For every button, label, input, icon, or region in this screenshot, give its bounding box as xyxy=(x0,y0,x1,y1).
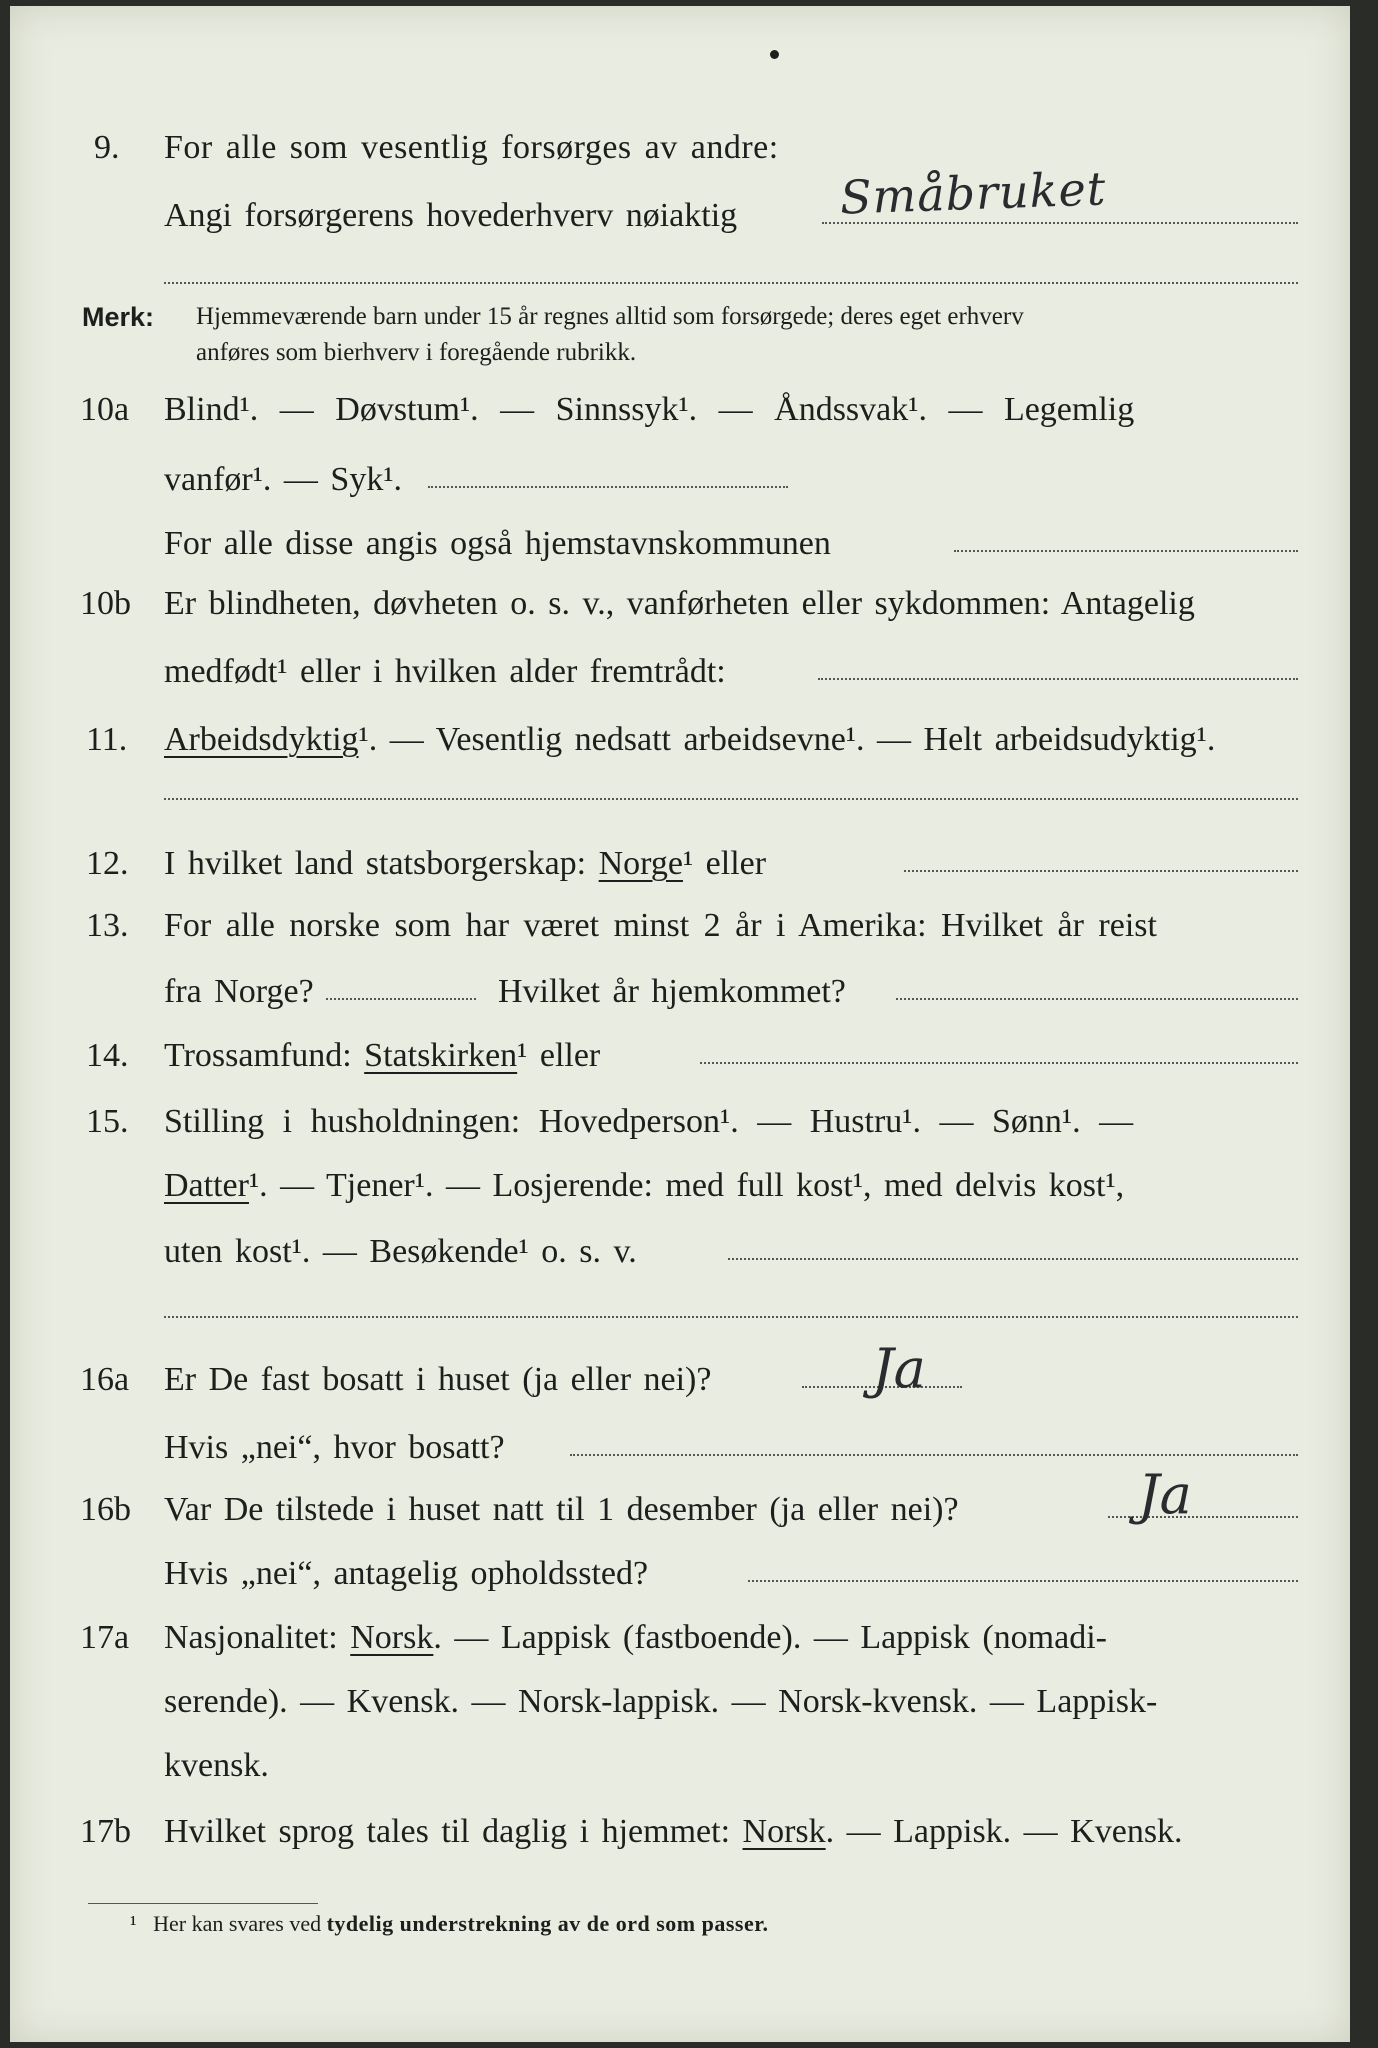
merk-line1: Hjemmeværende barn under 15 år regnes alltid som forsørgede; deres eget erhverv xyxy=(196,303,1024,330)
q17b-selected-option[interactable]: Norsk xyxy=(742,1813,826,1850)
q14-line: Trossamfund: Statskirken¹ eller xyxy=(164,1037,601,1074)
q17a-number: 17a xyxy=(80,1619,130,1656)
q13-line2b: Hvilket år hjemkommet? xyxy=(498,973,846,1010)
q9-number: 9. xyxy=(94,129,120,166)
q15-line1: Stilling i husholdningen: Hovedperson¹. — Hustru¹. — Sønn¹. — xyxy=(164,1103,1134,1140)
q10b-line2: medfødt¹ eller i hvilken alder fremtrådt: xyxy=(164,653,726,690)
q16b-line2: Hvis „nei“, antagelig opholdssted? xyxy=(164,1555,649,1592)
q13-line2a: fra Norge? xyxy=(164,973,314,1010)
q11-extra-line xyxy=(164,798,1298,800)
q12-number: 12. xyxy=(86,845,129,882)
q12-selected-option[interactable]: Norge xyxy=(598,845,683,882)
q17a-line3: kvensk. xyxy=(164,1747,269,1784)
q10a-line3: For alle disse angis også hjemstavnskommunen xyxy=(164,525,831,562)
ink-dot xyxy=(770,50,779,59)
q9-line2: Angi forsørgerens hovederhverv nøiaktig xyxy=(164,197,738,234)
q10a-line2: vanfør¹. — Syk¹. xyxy=(164,461,403,498)
q15-line2: Datter¹. — Tjener¹. — Losjerende: med full kost¹, med delvis kost¹, xyxy=(164,1167,1125,1204)
q9-handwritten-answer: Småbruket xyxy=(839,161,1108,225)
q14-number: 14. xyxy=(86,1037,129,1074)
q16b-line1: Var De tilstede i huset natt til 1 desember (ja eller nei)? xyxy=(164,1491,959,1528)
q17a-line2: serende). — Kvensk. — Norsk-lappisk. — Norsk-kvensk. — Lappisk- xyxy=(164,1683,1158,1720)
q16a-handwritten-answer: Ja xyxy=(872,1337,926,1400)
q16a-number: 16a xyxy=(80,1361,130,1398)
q16a-line1: Er De fast bosatt i huset (ja eller nei)? xyxy=(164,1361,712,1398)
q11-selected-option[interactable]: Arbeidsdyktig xyxy=(164,721,359,758)
q15-line3: uten kost¹. — Besøkende¹ o. s. v. xyxy=(164,1233,637,1270)
q17a-line1: Nasjonalitet: Norsk. — Lappisk (fastboende). — Lappisk (nomadi- xyxy=(164,1619,1107,1656)
q11-number: 11. xyxy=(86,721,128,758)
q16b-answer-line[interactable] xyxy=(1108,1516,1298,1518)
q10b-line1: Er blindheten, døvheten o. s. v., vanførheten eller sykdommen: Antagelig xyxy=(164,585,1195,622)
q11-line: Arbeidsdyktig¹. — Vesentlig nedsatt arbeidsevne¹. — Helt arbeidsudyktig¹. xyxy=(164,721,1216,758)
q10b-number: 10b xyxy=(80,585,131,622)
q9-line1: For alle som vesentlig forsørges av andre: xyxy=(164,129,779,166)
q15-answer-line[interactable] xyxy=(728,1258,1298,1260)
q10b-answer-line[interactable] xyxy=(818,678,1298,680)
q16a-line2: Hvis „nei“, hvor bosatt? xyxy=(164,1429,505,1466)
q17b-number: 17b xyxy=(80,1813,131,1850)
q12-line: I hvilket land statsborgerskap: Norge¹ eller xyxy=(164,845,767,882)
merk-label: Merk: xyxy=(82,302,155,332)
census-form-page xyxy=(10,6,1350,2042)
q16b-number: 16b xyxy=(80,1491,131,1528)
q16a-where-line[interactable] xyxy=(570,1454,1298,1456)
q13-line1: For alle norske som har været minst 2 år i Amerika: Hvilket år reist xyxy=(164,907,1157,944)
q17a-selected-option[interactable]: Norsk xyxy=(350,1619,434,1656)
q16b-handwritten-answer: Ja xyxy=(1138,1463,1192,1526)
q14-selected-option[interactable]: Statskirken xyxy=(364,1037,518,1074)
q10a-hjemstavn-line[interactable] xyxy=(954,550,1298,552)
q15-selected-option[interactable]: Datter xyxy=(164,1167,249,1204)
q12-answer-line[interactable] xyxy=(904,870,1298,872)
q15-extra-line xyxy=(164,1316,1298,1318)
q14-answer-line[interactable] xyxy=(700,1062,1298,1064)
footnote: ¹ Her kan svares ved tydelig understrekning av de ord som passer. xyxy=(130,1911,769,1936)
q10a-line1: Blind¹. — Døvstum¹. — Sinnssyk¹. — Åndssvak¹. — Legemlig xyxy=(164,391,1135,428)
q13-number: 13. xyxy=(86,907,129,944)
q13-year-left-line[interactable] xyxy=(326,998,476,1000)
q15-number: 15. xyxy=(86,1103,129,1140)
q16b-where-line[interactable] xyxy=(748,1580,1298,1582)
q10a-answer-line[interactable] xyxy=(428,486,788,488)
footnote-rule xyxy=(88,1903,318,1904)
q9-extra-line xyxy=(164,282,1298,284)
q10a-number: 10a xyxy=(80,391,130,428)
merk-line2: anføres som bierhverv i foregående rubrikk. xyxy=(196,339,637,366)
q13-year-returned-line[interactable] xyxy=(896,998,1298,1000)
q17b-line: Hvilket sprog tales til daglig i hjemmet: Norsk. — Lappisk. — Kvensk. xyxy=(164,1813,1183,1850)
